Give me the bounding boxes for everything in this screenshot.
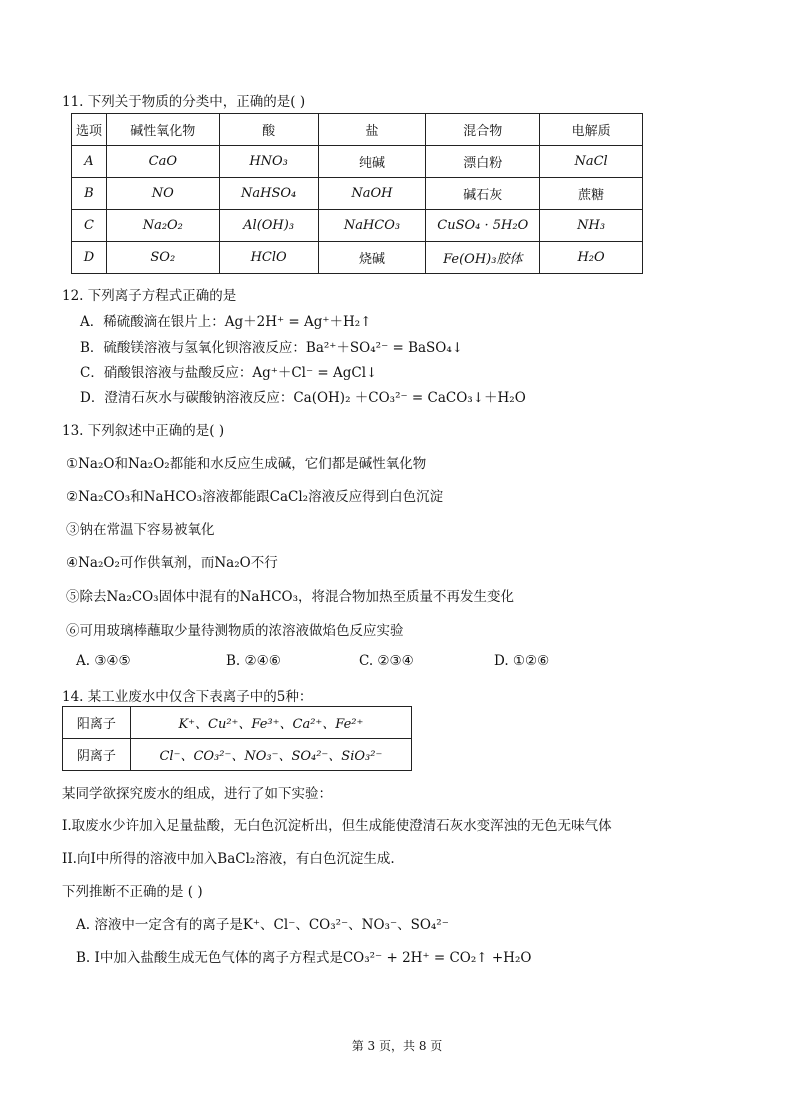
q13-statement-6: ⑥可用玻璃棒蘸取少量待测物质的浓溶液做焰色反应实验 — [66, 623, 404, 639]
q12-option-d: D．澄清石灰水与碳酸钠溶液反应：Ca(OH)₂ ＋CO₃²⁻ = CaCO₃↓＋H₂O — [80, 390, 526, 406]
q13-statement-1: ①Na₂O和Na₂O₂都能和水反应生成碱，它们都是碱性氧化物 — [66, 456, 427, 472]
table-row — [63, 739, 412, 771]
table-cell: Na₂O₂ — [106, 210, 219, 242]
q12-option-c: C．硝酸银溶液与盐酸反应：Ag⁺＋Cl⁻ = AgCl↓ — [80, 365, 378, 381]
table-row — [72, 178, 643, 210]
table-cell: NaHCO₃ — [318, 210, 426, 242]
table-cell: 漂白粉 — [426, 146, 540, 178]
q12-option-b: B．硫酸镁溶液与氢氧化钡溶液反应：Ba²⁺＋SO₄²⁻ = BaSO₄↓ — [80, 340, 464, 356]
table-cell: B — [72, 178, 107, 210]
table-cell: 纯碱 — [318, 146, 426, 178]
q14-step-2: II.向I中所得的溶液中加入BaCl₂溶液，有白色沉淀生成. — [62, 851, 395, 867]
page-footer: 第 3 页，共 8 页 — [351, 1039, 443, 1053]
table-row — [72, 210, 643, 242]
table-cell: 烧碱 — [318, 242, 426, 274]
ion-label-anion: 阴离子 — [63, 739, 131, 771]
q11-stem: 11. 下列关于物质的分类中，正确的是( ) — [62, 94, 306, 110]
q13-statement-4: ④Na₂O₂可作供氧剂，而Na₂O不行 — [66, 555, 278, 571]
q13-statement-5: ⑤除去Na₂CO₃固体中混有的NaHCO₃，将混合物加热至质量不再发生变化 — [66, 589, 515, 605]
table-row — [72, 242, 643, 274]
q14-stem: 14. 某工业废水中仅含下表离子中的5种： — [62, 689, 313, 705]
table-cell: NO — [106, 178, 219, 210]
q13-choice-d: D. ①②⑥ — [494, 653, 550, 669]
q13-choice-b: B. ②④⑥ — [226, 653, 281, 669]
table-cell: NaHSO₄ — [219, 178, 318, 210]
q14-intro: 某同学欲探究废水的组成，进行了如下实验： — [62, 786, 332, 802]
q14-step-1: I.取废水少许加入足量盐酸，无白色沉淀析出，但生成能使澄清石灰水变浑浊的无色无味气体 — [62, 818, 612, 834]
table-row — [72, 146, 643, 178]
q12-option-a: A．稀硫酸滴在银片上：Ag＋2H⁺ = Ag⁺＋H₂↑ — [80, 314, 372, 330]
header-cell: 混合物 — [426, 114, 540, 146]
cation-list: K⁺、Cu²⁺、Fe³⁺、Ca²⁺、Fe²⁺ — [130, 707, 411, 739]
q13-choice-c: C. ②③④ — [359, 653, 414, 669]
q13-statement-3: ③钠在常温下容易被氧化 — [66, 522, 215, 538]
header-cell: 碱性氧化物 — [106, 114, 219, 146]
header-cell: 盐 — [318, 114, 426, 146]
table-cell: C — [72, 210, 107, 242]
anion-list: Cl⁻、CO₃²⁻、NO₃⁻、SO₄²⁻、SiO₃²⁻ — [130, 739, 411, 771]
q13-choice-a: A. ③④⑤ — [76, 653, 131, 669]
table-cell: Fe(OH)₃胶体 — [426, 242, 540, 274]
q14-question: 下列推断不正确的是 ( ) — [62, 884, 203, 900]
q14-option-a: A. 溶液中一定含有的离子是K⁺、Cl⁻、CO₃²⁻、NO₃⁻、SO₄²⁻ — [76, 917, 449, 933]
q13-statement-2: ②Na₂CO₃和NaHCO₃溶液都能跟CaCl₂溶液反应得到白色沉淀 — [66, 489, 444, 505]
table-header-row — [72, 114, 643, 146]
table-cell: 蔗糖 — [540, 178, 643, 210]
q14-ion-table — [62, 706, 412, 771]
table-cell: HClO — [219, 242, 318, 274]
table-cell: H₂O — [540, 242, 643, 274]
q13-stem: 13. 下列叙述中正确的是( ) — [62, 423, 225, 439]
q12-stem: 12. 下列离子方程式正确的是 — [62, 288, 237, 304]
table-cell: 碱石灰 — [426, 178, 540, 210]
table-cell: CuSO₄ · 5H₂O — [426, 210, 540, 242]
table-row — [63, 707, 412, 739]
ion-label-cation: 阳离子 — [63, 707, 131, 739]
q14-option-b: B. I中加入盐酸生成无色气体的离子方程式是CO₃²⁻ + 2H⁺ = CO₂↑ +H₂O — [76, 950, 532, 966]
header-cell: 选项 — [72, 114, 107, 146]
table-cell: NH₃ — [540, 210, 643, 242]
table-cell: NaCl — [540, 146, 643, 178]
header-cell: 电解质 — [540, 114, 643, 146]
q11-classification-table — [71, 113, 643, 274]
table-cell: A — [72, 146, 107, 178]
table-cell: HNO₃ — [219, 146, 318, 178]
table-cell: D — [72, 242, 107, 274]
header-cell: 酸 — [219, 114, 318, 146]
table-cell: NaOH — [318, 178, 426, 210]
table-cell: Al(OH)₃ — [219, 210, 318, 242]
table-cell: CaO — [106, 146, 219, 178]
table-cell: SO₂ — [106, 242, 219, 274]
